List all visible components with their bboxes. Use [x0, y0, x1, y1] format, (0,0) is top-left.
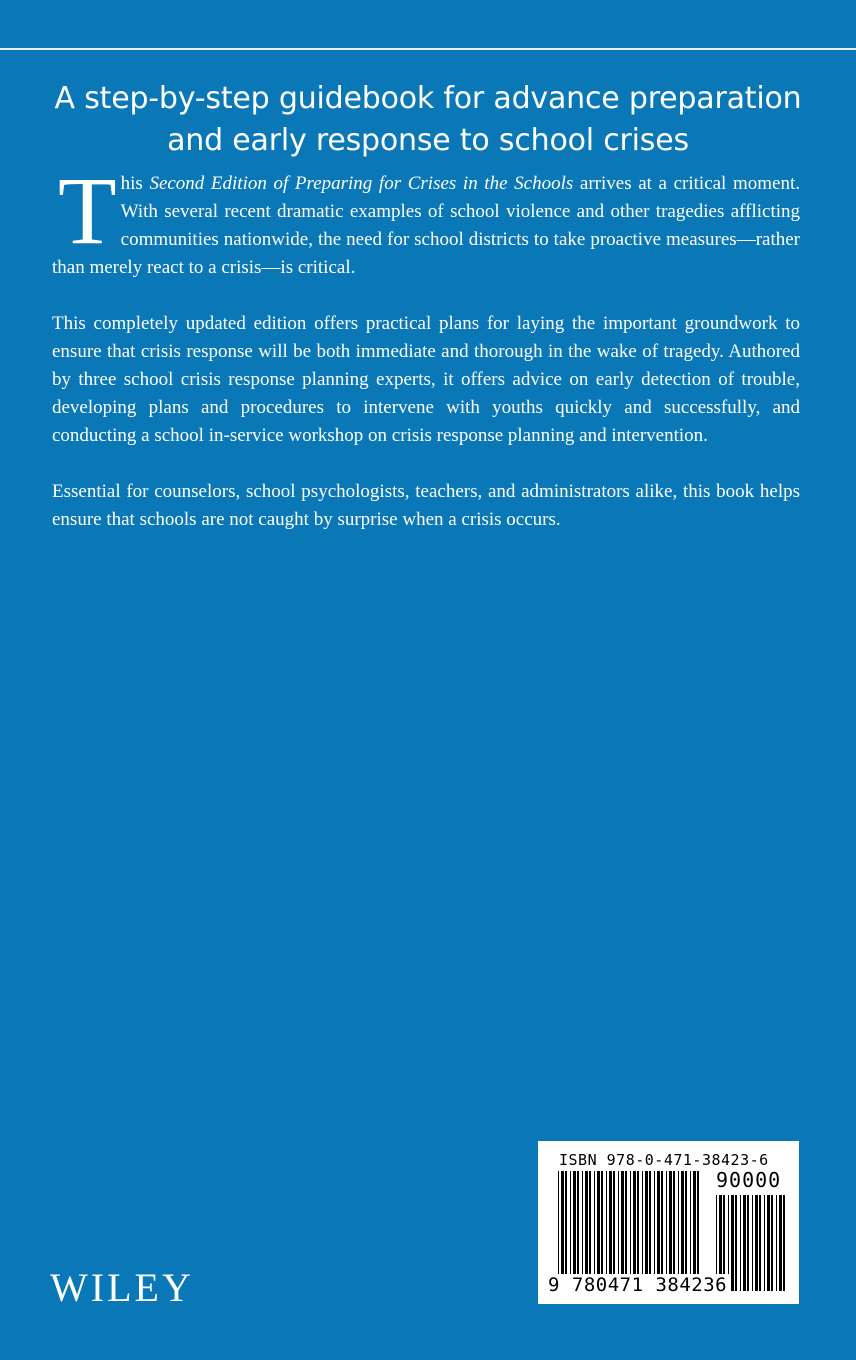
- barcode-bar: [630, 1171, 631, 1291]
- barcode-bar: [657, 1171, 660, 1291]
- barcode-bar: [747, 1195, 749, 1291]
- barcode-bar: [731, 1195, 734, 1291]
- barcode-bar: [645, 1171, 648, 1291]
- barcode-bar: [621, 1171, 624, 1291]
- barcode-bar: [649, 1171, 651, 1291]
- paragraph-1-rest: arrives at a critical moment. With several recent dramatic examples of school violence and other tragedies afflicting communities nationwide, the need for school districts to take proactive measures—rather than merely react to a crisis—is critical.: [52, 173, 800, 278]
- barcode-bar: [678, 1171, 679, 1291]
- paragraph-3: Essential for counselors, school psychologists, teachers, and administrators alike, this book helps ensure that schools are not caught by surprise when a crisis occurs.: [52, 481, 800, 530]
- barcode-bar: [759, 1195, 761, 1291]
- barcode-bar: [570, 1171, 571, 1291]
- barcode-bar: [606, 1171, 607, 1291]
- barcode-bar: [637, 1171, 639, 1291]
- barcode-bar: [755, 1195, 758, 1291]
- price-code: 90000: [716, 1168, 782, 1192]
- description: [52, 157, 800, 562]
- barcode-bar: [594, 1171, 595, 1291]
- barcode-bar: [743, 1195, 746, 1291]
- barcode-bar: [673, 1171, 675, 1291]
- barcode-bar: [697, 1171, 699, 1291]
- barcode-bar: [771, 1195, 773, 1291]
- paragraph-1: [52, 157, 800, 282]
- barcode-bar: [597, 1171, 600, 1291]
- drop-cap: T: [58, 157, 117, 264]
- barcode-bar: [618, 1171, 619, 1291]
- paragraph-2: This completely updated edition offers practical plans for laying the important groundwork to ensure that crisis response will be both immediate and thorough in the wake of tragedy. Authored by three school crisis response planning experts, it offers advice on early detection of trouble, developing plans and procedures to intervene with youths quickly and successfully, and conducting a school in-service workshop on crisis response planning and intervention.: [52, 313, 800, 446]
- top-rule: [0, 48, 856, 50]
- barcode-bar: [601, 1171, 603, 1291]
- isbn-label: ISBN 978-0-471-38423-6: [559, 1151, 769, 1169]
- barcode-bar: [654, 1171, 655, 1291]
- barcode-bar: [752, 1195, 753, 1291]
- barcode-bar: [589, 1171, 591, 1291]
- barcode-bar: [779, 1195, 782, 1291]
- book-title-italic: Second Edition of Preparing for Crises in the Schools: [149, 173, 574, 194]
- barcode-bar: [767, 1195, 770, 1291]
- barcode-bar: [577, 1171, 579, 1291]
- headline-line-1: A step-by-step guidebook for advance preparation: [54, 81, 802, 116]
- barcode-bar: [740, 1195, 741, 1291]
- publisher-logo: WILEY: [50, 1265, 194, 1310]
- barcode-bar: [783, 1195, 785, 1291]
- barcode-bar: [561, 1171, 564, 1291]
- headline: [0, 78, 856, 162]
- barcode-bar: [642, 1171, 643, 1291]
- barcode-box: [538, 1141, 799, 1304]
- barcode-bar: [633, 1171, 636, 1291]
- barcode-bar: [582, 1171, 583, 1291]
- barcode-bar: [585, 1171, 588, 1291]
- headline-line-2: and early response to school crises: [167, 123, 689, 158]
- barcode-bar: [558, 1171, 559, 1291]
- barcode-bar: [681, 1171, 684, 1291]
- barcode-bar: [735, 1195, 737, 1291]
- barcode-bar: [573, 1171, 576, 1291]
- barcode-bar: [609, 1171, 612, 1291]
- barcode-bar: [661, 1171, 663, 1291]
- barcode-bar: [764, 1195, 765, 1291]
- barcode-bar: [565, 1171, 567, 1291]
- barcode-bar: [625, 1171, 627, 1291]
- barcode-bar: [669, 1171, 672, 1291]
- barcode-bar: [613, 1171, 615, 1291]
- barcode-bar: [776, 1195, 777, 1291]
- ean-digits: 9 780471 384236: [548, 1274, 728, 1296]
- barcode-bar: [690, 1171, 691, 1291]
- barcode-bar: [666, 1171, 667, 1291]
- barcode-bar: [685, 1171, 687, 1291]
- barcode-bar: [693, 1171, 696, 1291]
- paragraph-1-lead: his: [120, 173, 150, 194]
